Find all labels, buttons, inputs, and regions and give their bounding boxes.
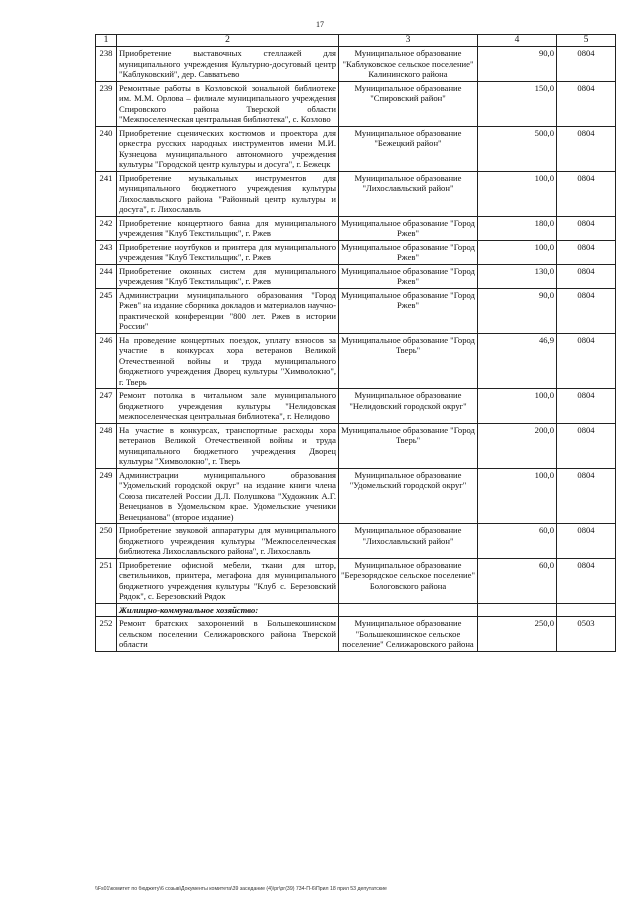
row-amount: 60,0 (478, 524, 557, 559)
row-recipient: Муниципальное образование "Город Тверь" (339, 333, 478, 389)
row-code: 0804 (557, 468, 616, 524)
row-recipient: Муниципальное образование "Город Тверь" (339, 423, 478, 468)
column-header: 2 (117, 35, 339, 47)
row-description: Ремонт потолка в читальном зале муниципального бюджетного учреждения культуры "Нелидовская межпоселенческая центральная библиотека", г. Нелидово (117, 389, 339, 424)
row-description: На проведение концертных поездок, уплату взносов за участие в конкурсах хора ветеранов Великой Отечественной войны и труда муниципального бюджетного учреждения Дворец культуры "Химволокно", г. Тверь (117, 333, 339, 389)
table-row (96, 81, 616, 126)
section-heading-row (96, 603, 616, 617)
row-recipient: Муниципальное образование "Бежецкий район" (339, 126, 478, 171)
row-recipient: Муниципальное образование "Лихославльский район" (339, 524, 478, 559)
row-recipient: Муниципальное образование "Город Ржев" (339, 288, 478, 333)
page-number: 17 (316, 20, 324, 29)
section-empty-cell (478, 603, 557, 617)
row-description: Приобретение ноутбуков и принтера для муниципального учреждения "Клуб Текстильщик", г. Ржев (117, 240, 339, 264)
row-recipient: Муниципальное образование "Каблуковское сельское поселение" Калининского района (339, 47, 478, 82)
row-recipient: Муниципальное образование "Большекошинское сельское поселение" Селижаровского района (339, 617, 478, 652)
row-description: Приобретение концертного баяна для муниципального учреждения "Клуб Текстильщик", г. Ржев (117, 216, 339, 240)
table-row (96, 264, 616, 288)
row-description: Приобретение оконных систем для муниципального учреждения "Клуб Текстильщик", г. Ржев (117, 264, 339, 288)
budget-table (95, 34, 616, 652)
row-recipient: Муниципальное образование "Удомельский городской округ" (339, 468, 478, 524)
row-description: На участие в конкурсах, транспортные расходы хора ветеранов Великой Отечественной войны и труда муниципального бюджетного учреждения Дворец культуры "Химволокно", г. Тверь (117, 423, 339, 468)
row-description: Администрации муниципального образования "Удомельский городской округ" на издание книги члена Союза писателей России Д.Л. Полушкова "Художник А.Г. Венецианов в Удомельском крае. Удомельские ученики Венецианова" (второе издание) (117, 468, 339, 524)
row-amount: 250,0 (478, 617, 557, 652)
section-num-cell (96, 603, 117, 617)
section-title: Жилищно-коммунальное хозяйство: (117, 603, 339, 617)
table-row (96, 216, 616, 240)
column-header: 5 (557, 35, 616, 47)
row-amount: 46,9 (478, 333, 557, 389)
row-amount: 90,0 (478, 47, 557, 82)
row-description: Приобретение звуковой аппаратуры для муниципального бюджетного учреждения культуры "Межпоселенческая библиотека Лихославльского района", г. Лихославль (117, 524, 339, 559)
table-row (96, 558, 616, 603)
row-amount: 60,0 (478, 558, 557, 603)
row-amount: 180,0 (478, 216, 557, 240)
row-number: 239 (96, 81, 117, 126)
row-code: 0804 (557, 171, 616, 216)
row-amount: 200,0 (478, 423, 557, 468)
table-row (96, 333, 616, 389)
row-description: Ремонт братских захоронений в Большекошинском сельском поселении Селижаровского района Тверской области (117, 617, 339, 652)
row-code: 0804 (557, 126, 616, 171)
row-description: Администрации муниципального образования "Город Ржев" на издание сборника докладов и материалов научно-практической конференции "800 лет. Ржев в истории России" (117, 288, 339, 333)
row-amount: 90,0 (478, 288, 557, 333)
row-number: 248 (96, 423, 117, 468)
row-amount: 500,0 (478, 126, 557, 171)
row-number: 240 (96, 126, 117, 171)
row-number: 246 (96, 333, 117, 389)
row-recipient: Муниципальное образование "Город Ржев" (339, 216, 478, 240)
row-number: 238 (96, 47, 117, 82)
row-recipient: Муниципальное образование "Березорядское сельское поселение" Бологовского района (339, 558, 478, 603)
table-row (96, 617, 616, 652)
table-row (96, 171, 616, 216)
table-row (96, 240, 616, 264)
row-code: 0804 (557, 81, 616, 126)
row-number: 251 (96, 558, 117, 603)
row-code: 0804 (557, 423, 616, 468)
row-amount: 100,0 (478, 389, 557, 424)
row-amount: 130,0 (478, 264, 557, 288)
row-description: Приобретение выставочных стеллажей для муниципального учреждения Культурно-досуговый центр "Каблуковский", дер. Савватьево (117, 47, 339, 82)
row-recipient: Муниципальное образование "Город Ржев" (339, 264, 478, 288)
row-code: 0804 (557, 524, 616, 559)
section-empty-cell (557, 603, 616, 617)
column-header: 1 (96, 35, 117, 47)
row-recipient: Муниципальное образование "Город Ржев" (339, 240, 478, 264)
table-row (96, 126, 616, 171)
section-empty-cell (339, 603, 478, 617)
row-number: 244 (96, 264, 117, 288)
table-row (96, 47, 616, 82)
column-header: 4 (478, 35, 557, 47)
row-number: 252 (96, 617, 117, 652)
row-code: 0804 (557, 333, 616, 389)
row-number: 247 (96, 389, 117, 424)
row-code: 0503 (557, 617, 616, 652)
row-code: 0804 (557, 264, 616, 288)
row-code: 0804 (557, 389, 616, 424)
row-recipient: Муниципальное образование "Нелидовский городской округ" (339, 389, 478, 424)
row-code: 0804 (557, 216, 616, 240)
table-row (96, 288, 616, 333)
row-recipient: Муниципальное образование "Лихославльский район" (339, 171, 478, 216)
column-header: 3 (339, 35, 478, 47)
table-row (96, 524, 616, 559)
section-body (96, 603, 616, 651)
row-description: Приобретение сценических костюмов и проектора для оркестра русских народных инструментов имени М.И. Кузнецова муниципального автономного учреждения культуры "Городской центр культуры и досуга", г. Бежецк (117, 126, 339, 171)
row-description: Ремонтные работы в Козловской зональной библиотеке им. М.М. Орлова – филиале муниципального учреждения Спировского района Тверской области "Межпоселенческая центральная библиотека", с. Козлово (117, 81, 339, 126)
row-amount: 100,0 (478, 171, 557, 216)
row-recipient: Муниципальное образование "Спировский район" (339, 81, 478, 126)
row-number: 242 (96, 216, 117, 240)
row-amount: 100,0 (478, 240, 557, 264)
row-number: 245 (96, 288, 117, 333)
row-number: 250 (96, 524, 117, 559)
table-row (96, 389, 616, 424)
table-header-row (96, 35, 616, 47)
row-number: 243 (96, 240, 117, 264)
file-path-footer: \\Fs01\комитет по бюджету\6 созыв\Документы комитета\39 заседание (4)\рг\рг(39) 734-П-6\Прил 18 прил 53 депутатские (95, 886, 387, 892)
row-amount: 100,0 (478, 468, 557, 524)
row-description: Приобретение музыкальных инструментов для муниципального бюджетного учреждения культуры Лихославльского района "Районный центр культуры и досуга", г. Лихославль (117, 171, 339, 216)
row-code: 0804 (557, 240, 616, 264)
row-amount: 150,0 (478, 81, 557, 126)
row-code: 0804 (557, 47, 616, 82)
row-code: 0804 (557, 558, 616, 603)
table-body (96, 47, 616, 604)
row-number: 249 (96, 468, 117, 524)
table-row (96, 468, 616, 524)
row-number: 241 (96, 171, 117, 216)
table-row (96, 423, 616, 468)
row-code: 0804 (557, 288, 616, 333)
row-description: Приобретение офисной мебели, ткани для штор, светильников, принтера, мегафона для муниципального бюджетного учреждения культуры "Клуб с. Березовский Рядок", с. Березовский Рядок (117, 558, 339, 603)
